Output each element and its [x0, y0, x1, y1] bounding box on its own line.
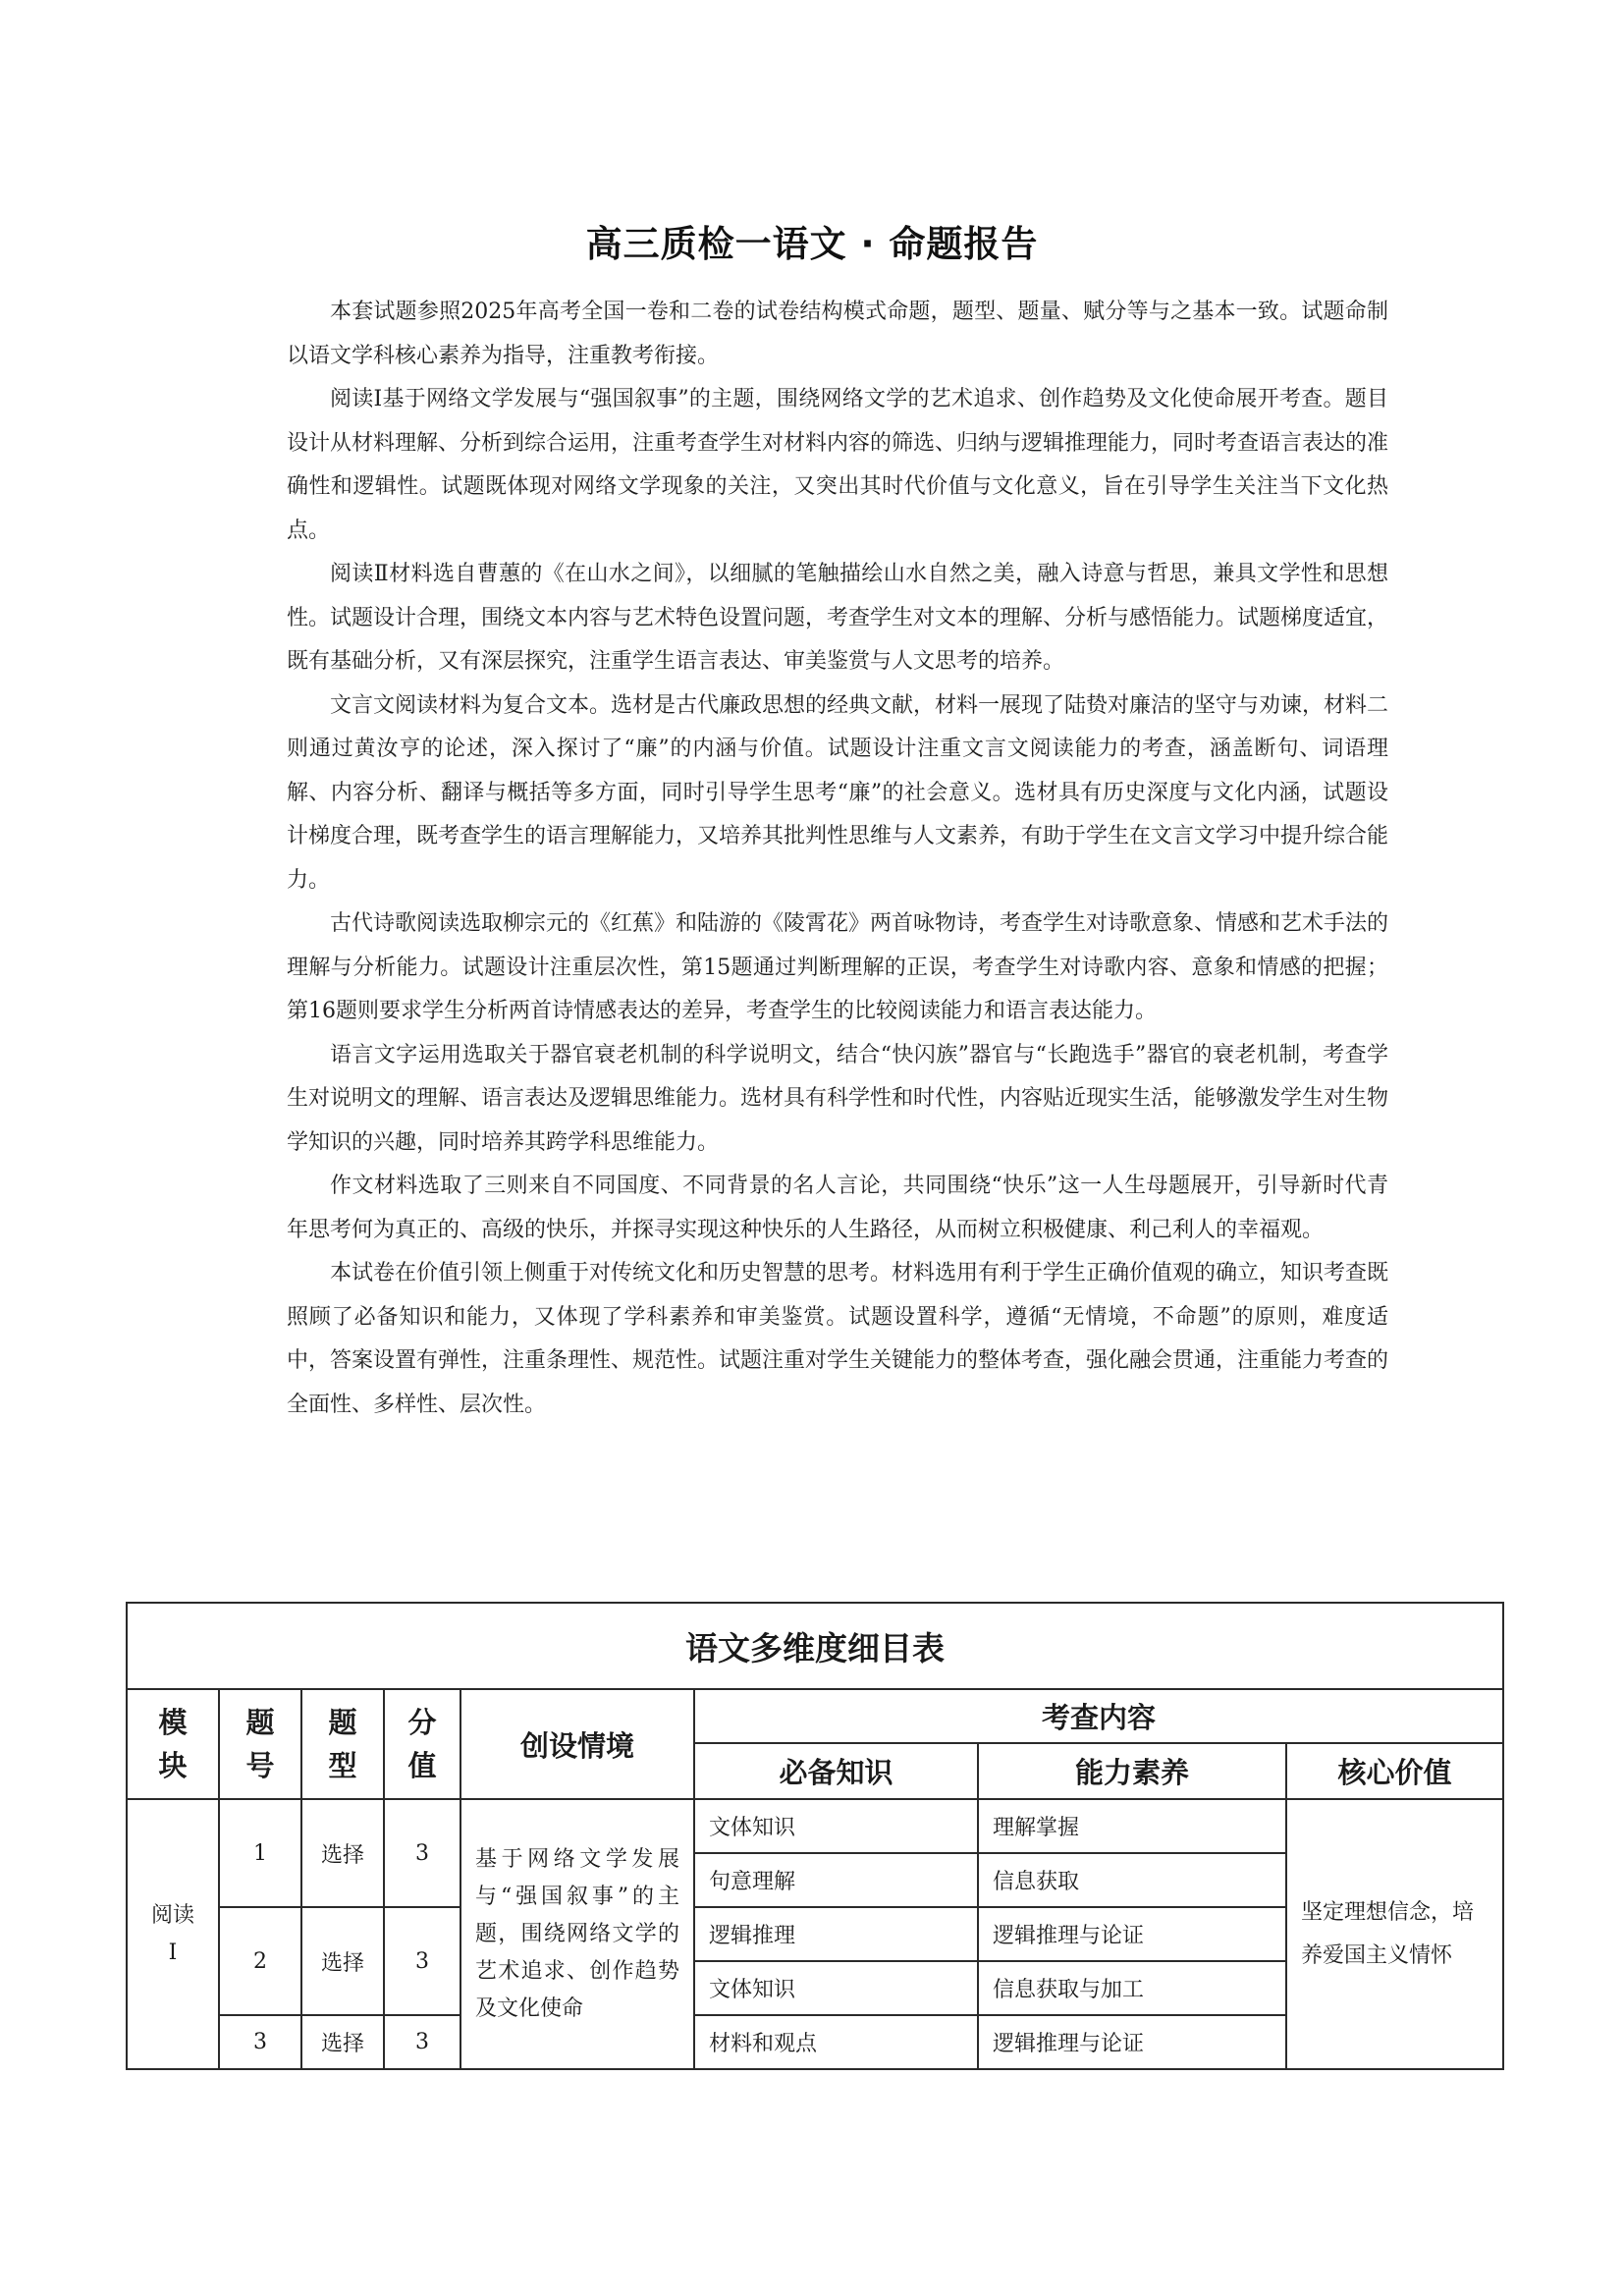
- paragraph-language-use: 语言文字运用选取关于器官衰老机制的科学说明文，结合“快闪族”器官与“长跑选手”器官的衰老机制，考查学生对说明文的理解、语言表达及逻辑思维能力。选材具有科学性和时代性，内容贴近现实生活，能够激发学生对生物学知识的兴趣，同时培养其跨学科思维能力。: [287, 1042, 1389, 1155]
- module-label: 阅读Ⅰ: [151, 1902, 195, 1965]
- header-knowledge: 必备知识: [694, 1743, 978, 1799]
- header-module-label: 模块: [158, 1706, 188, 1782]
- header-qnum: [219, 1689, 301, 1799]
- table-title: 语文多维度细目表: [127, 1603, 1503, 1689]
- header-qtype: [301, 1689, 384, 1799]
- paragraph-reading-2: 阅读Ⅱ材料选自曹蕙的《在山水之间》，以细腻的笔触描绘山水自然之美，融入诗意与哲思，兼具文学性和思想性。试题设计合理，围绕文本内容与艺术特色设置问题，考查学生对文本的理解、分析与感悟能力。试题梯度适宜，既有基础分析，又有深层探究，注重学生语言表达、审美鉴赏与人文思考的培养。: [287, 562, 1389, 674]
- knowledge-cell: 材料和观点: [694, 2015, 978, 2069]
- header-scenario: 创设情境: [460, 1689, 694, 1799]
- header-core-value: 核心价值: [1286, 1743, 1503, 1799]
- header-score-label: 分值: [407, 1706, 437, 1782]
- knowledge-cell: 句意理解: [694, 1853, 978, 1907]
- question-type: 选择: [301, 1907, 384, 2015]
- question-score: 3: [384, 2015, 460, 2069]
- paragraph-summary: 本试卷在价值引领上侧重于对传统文化和历史智慧的思考。材料选用有利于学生正确价值观的确立，知识考查既照顾了必备知识和能力，又体现了学科素养和审美鉴赏。试题设置科学，遵循“无情境，不命题”的原则，难度适中，答案设置有弹性，注重条理性、规范性。试题注重对学生关键能力的整体考查，强化融会贯通，注重能力考查的全面性、多样性、层次性。: [287, 1261, 1389, 1417]
- question-score: 3: [384, 1907, 460, 2015]
- header-qnum-label: 题号: [245, 1706, 275, 1782]
- paragraph-essay: 作文材料选取了三则来自不同国度、不同背景的名人言论，共同围绕“快乐”这一人生母题展开，引导新时代青年思考何为真正的、高级的快乐，并探寻实现这种快乐的人生路径，从而树立积极健康、利己利人的幸福观。: [287, 1174, 1388, 1242]
- ability-cell: 理解掌握: [978, 1799, 1286, 1853]
- header-content: 考查内容: [694, 1689, 1503, 1743]
- paragraph-reading-1: 阅读Ⅰ基于网络文学发展与“强国叙事”的主题，围绕网络文学的艺术追求、创作趋势及文化使命展开考查。题目设计从材料理解、分析到综合运用，注重考查学生对材料内容的筛选、归纳与逻辑推理能力，同时考查语言表达的准确性和逻辑性。试题既体现对网络文学现象的关注，又突出其时代价值与文化意义，旨在引导学生关注当下文化热点。: [287, 387, 1389, 543]
- ability-cell: 逻辑推理与论证: [978, 2015, 1286, 2069]
- scenario-cell: 基于网络文学发展与“强国叙事”的主题，围绕网络文学的艺术追求、创作趋势及文化使命: [460, 1799, 694, 2069]
- knowledge-cell: 文体知识: [694, 1961, 978, 2015]
- ability-cell: 信息获取: [978, 1853, 1286, 1907]
- spec-table: [126, 1602, 1504, 2070]
- question-type: 选择: [301, 1799, 384, 1907]
- question-type: 选择: [301, 2015, 384, 2069]
- header-score: [384, 1689, 460, 1799]
- page-title: 高三质检一语文 · 命题报告: [585, 223, 1039, 265]
- header-ability: 能力素养: [978, 1743, 1286, 1799]
- report-body: [287, 291, 1388, 1427]
- question-score: 3: [384, 1799, 460, 1907]
- header-module: [127, 1689, 219, 1799]
- knowledge-cell: 逻辑推理: [694, 1907, 978, 1961]
- knowledge-cell: 文体知识: [694, 1799, 978, 1853]
- module-cell: [127, 1799, 219, 2069]
- paragraph-classical-chinese: 文言文阅读材料为复合文本。选材是古代廉政思想的经典文献，材料一展现了陆贽对廉洁的坚守与劝谏，材料二则通过黄汝亨的论述，深入探讨了“廉”的内涵与价值。试题设计注重文言文阅读能力的考查，涵盖断句、词语理解、内容分析、翻译与概括等多方面，同时引导学生思考“廉”的社会意义。选材具有历史深度与文化内涵，试题设计梯度合理，既考查学生的语言理解能力，又培养其批判性思维与人文素养，有助于学生在文言文学习中提升综合能力。: [287, 692, 1389, 893]
- ability-cell: 信息获取与加工: [978, 1961, 1286, 2015]
- paragraph-poetry: 古代诗歌阅读选取柳宗元的《红蕉》和陆游的《陵霄花》两首咏物诗，考查学生对诗歌意象、情感和艺术手法的理解与分析能力。试题设计注重层次性，第15题通过判断理解的正误，考查学生对诗歌内容、意象和情感的把握；第16题则要求学生分析两首诗情感表达的差异，考查学生的比较阅读能力和语言表达能力。: [287, 911, 1389, 1023]
- paragraph-overview: 本套试题参照2025年高考全国一卷和二卷的试卷结构模式命题，题型、题量、赋分等与之基本一致。试题命制以语文学科核心素养为指导，注重教考衔接。: [287, 300, 1388, 368]
- header-qtype-label: 题型: [328, 1706, 357, 1782]
- ability-cell: 逻辑推理与论证: [978, 1907, 1286, 1961]
- core-value-cell: 坚定理想信念，培养爱国主义情怀: [1286, 1799, 1503, 2069]
- question-number: 3: [219, 2015, 301, 2069]
- question-number: 2: [219, 1907, 301, 2015]
- question-number: 1: [219, 1799, 301, 1907]
- table-row: [127, 1799, 1503, 1853]
